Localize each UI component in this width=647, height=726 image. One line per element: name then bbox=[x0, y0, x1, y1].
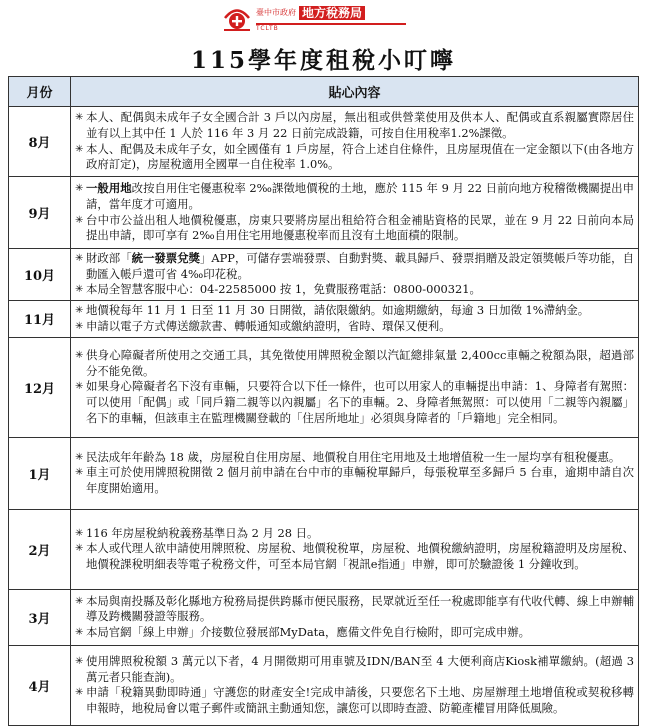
bullet-icon: ✳ bbox=[75, 451, 84, 463]
reminder-item bbox=[75, 541, 634, 572]
reminder-text-prefix: 財政部「 bbox=[86, 251, 132, 265]
table-row bbox=[9, 509, 639, 589]
row-month: 10月 bbox=[9, 249, 71, 301]
reminder-text: 申請以電子方式傳送繳款書、轉帳通知或繳納證明，省時、環保又便利。 bbox=[86, 318, 451, 333]
reminder-item bbox=[75, 526, 634, 542]
row-content bbox=[71, 107, 639, 177]
bullet-icon: ✳ bbox=[75, 350, 84, 362]
reminder-text: 116 年房屋稅納稅義務基準日為 2 月 28 日。 bbox=[86, 525, 319, 540]
logo-english: TCLTB bbox=[256, 25, 279, 32]
reminder-text: 本人或代理人欲申請使用牌照稅、房屋稅、地價稅稅單，房屋稅、地價稅繳納證明，房屋稅籍證明及房屋稅、地價稅課稅明細表等電子稅務文件，可至本局官網「視訊e指通」申辦，即可於驗證後 1 分鐘收到。 bbox=[86, 541, 634, 572]
row-month: 3月 bbox=[9, 589, 71, 645]
bullet-icon: ✳ bbox=[75, 183, 84, 195]
column-header-content: 貼心內容 bbox=[71, 77, 639, 107]
reminder-text: 本局全智慧客服中心：04-22585000 按 1，免費服務電話：0800-000321。 bbox=[86, 282, 481, 297]
page-title: 115學年度租稅小叮嚀 bbox=[190, 47, 456, 74]
row-month: 1月 bbox=[9, 437, 71, 509]
reminder-text: 本人、配偶及未成年子女，如全國僅有 1 戶房屋，符合上述自住條件，且房屋現值在一定金額以下(由各地方政府訂定)，房屋稅適用全國單一自住稅率 1.0%。 bbox=[86, 141, 634, 172]
reminder-text: 民法成年年齡為 18 歲，房屋稅自住用房屋、地價稅自用住宅用地及土地增值稅一生一屋均享有租稅優惠。 bbox=[86, 449, 621, 464]
bullet-icon: ✳ bbox=[75, 687, 84, 699]
reminder-item bbox=[75, 110, 634, 141]
reminder-item bbox=[75, 319, 634, 335]
reminder-text: 本人、配偶與未成年子女全國合計 3 戶以內房屋，無出租或供營業使用及供本人、配偶或直系親屬實際居住並有以上其中任 1 人於 116 年 3 月 22 日前完成設籍，可按自住用稅率1.2%課徵。 bbox=[86, 110, 634, 140]
row-month: 2月 bbox=[9, 509, 71, 589]
bullet-icon: ✳ bbox=[75, 214, 84, 226]
row-content bbox=[71, 509, 639, 589]
reminder-text: 台中市公益出租人地價稅優惠，房東只要將房屋出租給符合租金補貼資格的民眾，並在 9 月 22 日前向本局提出申請，即可享有 2‰自用住宅用地優惠稅率而且沒有土地面積的限制。 bbox=[86, 212, 634, 243]
bullet-icon: ✳ bbox=[75, 467, 84, 479]
reminder-item bbox=[75, 625, 634, 641]
table-row bbox=[9, 300, 639, 337]
reminder-text: 」APP，可儲存雲端發票、自動對獎、載具歸戶、發票捐贈及設定領獎帳戶等功能，自動匯入帳戶還可省 4‰印花稅。 bbox=[86, 251, 634, 281]
row-month: 8月 bbox=[9, 107, 71, 177]
logo bbox=[222, 4, 406, 34]
reminder-item bbox=[75, 251, 634, 282]
bureau-emblem-icon bbox=[222, 5, 252, 33]
table-row bbox=[9, 589, 639, 645]
table-header-row bbox=[9, 77, 639, 107]
reminder-item bbox=[75, 450, 634, 466]
column-header-month: 月份 bbox=[9, 77, 71, 107]
table-row bbox=[9, 645, 639, 725]
bullet-icon: ✳ bbox=[75, 143, 84, 155]
reminder-item bbox=[75, 181, 634, 212]
reminder-text: 改按自用住宅優惠稅率 2‰課徵地價稅的土地，應於 115 年 9 月 22 日前向地方稅稽徵機關提出申請，當年度才可適用。 bbox=[86, 181, 634, 211]
bullet-icon: ✳ bbox=[75, 284, 84, 296]
table-row bbox=[9, 107, 639, 177]
reminder-highlight: 統一發票兌獎 bbox=[131, 251, 201, 265]
row-content bbox=[71, 300, 639, 337]
row-content bbox=[71, 437, 639, 509]
reminder-text: 申請「稅籍異動即時通」守護您的財產安全!完成申請後，只要您名下土地、房屋辦理土地增值稅或契稅移轉申報時，地稅局會以電子郵件或簡訊主動通知您，讓您可以即時查證、防範產權冒用降低風險。 bbox=[86, 685, 634, 715]
reminder-text: 供身心障礙者所使用之交通工具，其免徵使用牌照稅金額以汽缸總排氣量 2,400cc車輛之稅額為限，超過部分不能免徵。 bbox=[86, 348, 634, 378]
reminder-text: 使用牌照稅稅額 3 萬元以下者，4 月開徵期可用車號及IDN/BAN至 4 大便利商店Kiosk補單繳納。(超過 3 萬元者只能查詢)。 bbox=[86, 654, 634, 684]
bullet-icon: ✳ bbox=[75, 527, 84, 539]
reminder-item bbox=[75, 379, 634, 426]
row-month: 4月 bbox=[9, 645, 71, 725]
bullet-icon: ✳ bbox=[75, 253, 84, 264]
row-month: 9月 bbox=[9, 177, 71, 249]
table-row bbox=[9, 437, 639, 509]
reminder-highlight: 一般用地 bbox=[86, 181, 132, 196]
bullet-icon: ✳ bbox=[75, 627, 84, 639]
row-content bbox=[71, 177, 639, 249]
reminder-item bbox=[75, 303, 634, 319]
logo-bureau-name: 地方稅務局 bbox=[299, 6, 365, 20]
reminder-item bbox=[75, 142, 634, 173]
reminder-item bbox=[75, 465, 634, 496]
bullet-icon: ✳ bbox=[75, 543, 84, 555]
row-content bbox=[71, 337, 639, 437]
reminder-text: 本局與南投縣及彰化縣地方稅務局提供跨縣市便民服務，民眾就近至任一稅處即能享有代收代轉、線上申辦輔導及跨機關發證等服務。 bbox=[86, 593, 634, 624]
reminder-item bbox=[75, 594, 634, 625]
bullet-icon: ✳ bbox=[75, 595, 84, 607]
bullet-icon: ✳ bbox=[75, 320, 84, 332]
reminder-item bbox=[75, 685, 634, 716]
table-row bbox=[9, 337, 639, 437]
logo-city-name: 臺中市政府 bbox=[256, 8, 296, 17]
bullet-icon: ✳ bbox=[75, 112, 84, 124]
reminder-text: 車主可於使用牌照稅開徵 2 個月前申請在台中市的車輛稅單歸戶，每張稅單至多歸戶 5 台車，逾期申請自次年度開始適用。 bbox=[86, 465, 634, 496]
reminder-item bbox=[75, 282, 634, 298]
reminder-text: 如果身心障礙者名下沒有車輛，只要符合以下任一條件，也可以用家人的車輛提出申請：1、身障者有駕照：可以使用「配偶」或「同戶籍二親等以內親屬」名下的車輛。2、身障者無駕照：可以使用「二親等內親屬」名下的車輛，但該車主在監理機關登載的「住居所地址」必須與身障者的「戶籍地」完全相同。 bbox=[86, 379, 634, 425]
reminder-item bbox=[75, 654, 634, 685]
reminder-text: 地價稅每年 11 月 1 日至 11 月 30 日開徵，請依限繳納。如逾期繳納，每逾 3 日加徵 1%滯納金。 bbox=[86, 303, 590, 318]
reminder-item bbox=[75, 348, 634, 379]
tax-reminder-table bbox=[8, 76, 639, 726]
reminder-item bbox=[75, 213, 634, 244]
bullet-icon: ✳ bbox=[75, 381, 84, 393]
reminder-text: 本局官網「線上申辦」介接數位發展部MyData，應備文件免自行檢附，即可完成申辦。 bbox=[86, 625, 531, 640]
table-row bbox=[9, 177, 639, 249]
row-content bbox=[71, 249, 639, 301]
table-row bbox=[9, 249, 639, 301]
logo-text bbox=[256, 6, 406, 32]
row-content bbox=[71, 589, 639, 645]
row-month: 11月 bbox=[9, 300, 71, 337]
bullet-icon: ✳ bbox=[75, 656, 84, 668]
bullet-icon: ✳ bbox=[75, 305, 84, 317]
row-month: 12月 bbox=[9, 337, 71, 437]
row-content bbox=[71, 645, 639, 725]
